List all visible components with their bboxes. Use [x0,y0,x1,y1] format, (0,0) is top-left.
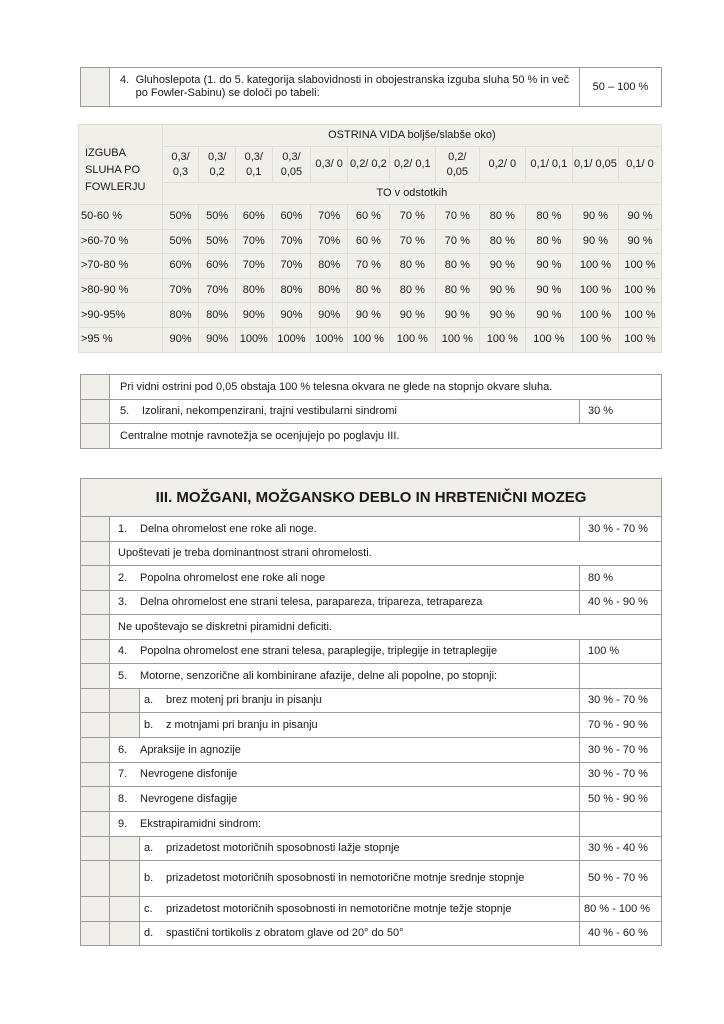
table-cell: 100 % [435,327,479,352]
empty-value [580,812,662,837]
empty-cell [81,713,110,738]
note-dominance: Upoštevati je treba dominantnost strani ohromelosti. [110,542,662,566]
item-text: Motorne, senzorične ali kombinirane afazije, delne ali popolne, po stopnji: [140,669,498,682]
table-cell: 60 % [347,229,389,254]
table-cell: 80% [235,278,272,303]
item-1 [110,517,580,542]
item-vestibular [110,400,580,424]
empty-cell [110,897,140,922]
row-label: >70-80 % [79,254,163,279]
item-number: 4. [118,645,128,657]
table-cell: 60 % [347,205,389,230]
item-value: 50 % - 70 % [580,861,662,897]
item-value: 40 % - 60 % [580,922,662,946]
notes-table [80,374,662,449]
subitem-5b [140,713,580,738]
table-cell: 70% [162,278,199,303]
item-6 [110,738,580,763]
note-pyramidal: Ne upoštevajo se diskretni piramidni deficiti. [110,615,662,640]
table-cell: 100 % [618,303,661,328]
item-text: brez motenj pri branju in pisanju [166,694,322,706]
table-cell: 90% [272,303,311,328]
table-cell: 70 % [435,229,479,254]
note-vision: Pri vidni ostrini pod 0,05 obstaja 100 % telesna okvara ne glede na stopnjo okvare sluha. [110,375,662,400]
item-text: Izolirani, nekompenzirani, trajni vestibularni sindromi [142,405,397,417]
table-cell: 90% [199,327,236,352]
item-text: prizadetost motoričnih sposobnosti in nemotorične motnje srednje stopnje [166,872,525,884]
table-cell: 90 % [618,205,661,230]
table-cell: 100 % [479,327,525,352]
empty-cell [81,566,110,591]
table-cell: 80% [311,278,348,303]
table-cell: 100% [272,327,311,352]
item-text: spastični tortikolis z obratom glave od 20° do 50° [166,927,404,939]
item-letter: a. [144,842,154,854]
item-letter: a. [144,694,154,706]
table-cell: 100 % [572,327,618,352]
table-row [79,278,662,303]
empty-cell [81,375,110,400]
table-cell: 90 % [572,205,618,230]
item-8 [110,787,580,812]
table-cell: 70 % [435,205,479,230]
empty-cell [81,922,110,946]
item-number: 9. [118,817,128,830]
row-label: >60-70 % [79,229,163,254]
item-text: Nevrogene disfonije [140,768,238,780]
vision-title: OSTRINA VIDA boljše/slabše oko) [162,125,661,147]
table-cell: 100 % [572,303,618,328]
table-cell: 90 % [525,254,572,279]
empty-cell [81,68,110,107]
table-cell: 60% [272,205,311,230]
empty-cell [110,861,140,897]
table-cell: 90 % [389,303,435,328]
table-cell: 70% [235,254,272,279]
table-cell: 60% [199,254,236,279]
item-value: 50 – 100 % [580,68,662,107]
table-cell: 70% [311,205,348,230]
vision-column-header: 0,3/ 0,1 [235,147,272,183]
empty-cell [81,738,110,763]
empty-cell [81,897,110,922]
vision-column-header: 0,3/ 0,2 [199,147,236,183]
table-cell: 90 % [525,303,572,328]
row-header: IZGUBA SLUHA PO FOWLERJU [79,125,163,205]
empty-cell [110,922,140,946]
item-text: Popolna ohromelost ene strani telesa, paraplegije, triplegije in tetraplegije [140,645,498,657]
item-3 [110,591,580,615]
item-value: 80 % [580,566,662,591]
section-title: III. MOŽGANI, MOŽGANSKO DEBLO IN HRBTENIČNI MOZEG [81,479,662,517]
row-label: >80-90 % [79,278,163,303]
table-cell: 90% [235,303,272,328]
empty-cell [81,664,110,689]
table-row [79,327,662,352]
subitem-5a [140,689,580,713]
vision-column-header: 0,2/ 0,2 [347,147,389,183]
empty-cell [81,689,110,713]
item-number: 7. [118,768,128,780]
vision-column-header: 0,2/ 0 [479,147,525,183]
empty-cell [81,615,110,640]
item-letter: b. [144,718,154,731]
table-cell: 90 % [479,254,525,279]
table-cell: 50% [199,205,236,230]
vision-column-header: 0,2/ 0,1 [389,147,435,183]
table-cell: 70% [199,278,236,303]
table-cell: 60% [162,254,199,279]
table-cell: 70 % [389,205,435,230]
item-value: 40 % - 90 % [580,591,662,615]
table-cell: 100 % [389,327,435,352]
item-value: 30 % - 70 % [580,738,662,763]
empty-cell [81,812,110,837]
empty-cell [81,763,110,787]
item-number: 4. [120,74,130,86]
table-cell: 90% [311,303,348,328]
item-value: 70 % - 90 % [580,713,662,738]
section-iii-table [80,478,662,946]
vision-column-header: 0,1/ 0,05 [572,147,618,183]
subitem-9a [140,837,580,861]
table-cell: 70% [272,254,311,279]
item-letter: c. [144,902,153,915]
vision-column-header: 0,2/ 0,05 [435,147,479,183]
item-text: Nevrogene disfagije [140,792,238,805]
table-cell: 80% [199,303,236,328]
item-text: Apraksije in agnozije [140,743,241,756]
empty-cell [110,689,140,713]
empty-cell [81,424,110,449]
table-cell: 80 % [389,278,435,303]
item-text: prizadetost motoričnih sposobnosti in nemotorične motnje težje stopnje [166,902,512,915]
table-cell: 80 % [525,229,572,254]
table-cell: 70% [235,229,272,254]
vision-column-header: 0,3/ 0,3 [162,147,199,183]
item-text: Ekstrapiramidni sindrom: [140,817,262,830]
item-letter: d. [144,927,154,939]
item-number: 2. [118,571,128,584]
item-value: 50 % - 90 % [580,787,662,812]
item-value: 30 % - 40 % [580,837,662,861]
item-text: Delna ohromelost ene strani telesa, parapareza, tripareza, tetrapareza [140,596,483,608]
table-cell: 50% [199,229,236,254]
table-cell: 90 % [479,278,525,303]
table-cell: 90 % [618,229,661,254]
table-cell: 100 % [347,327,389,352]
item-text: Gluhoslepota (1. do 5. kategorija slabovidnosti in obojestranska izguba sluha 50 % in več po Fowler-Sabinu) se določi po tabeli: [135,74,570,99]
item-value: 30 % [580,400,662,424]
row-label: >95 % [79,327,163,352]
item-number: 5. [118,669,128,682]
empty-cell [81,861,110,897]
table-cell: 100% [235,327,272,352]
item-value: 100 % [580,640,662,664]
table-cell: 80 % [435,254,479,279]
empty-cell [110,713,140,738]
item-number: 6. [118,743,128,756]
table-cell: 90 % [479,303,525,328]
item-9 [110,812,580,837]
empty-cell [81,787,110,812]
item-value: 80 % - 100 % [580,897,662,922]
table-cell: 80 % [479,205,525,230]
table-cell: 80 % [347,278,389,303]
table-cell: 60% [235,205,272,230]
item-text: Delna ohromelost ene roke ali noge. [140,522,317,535]
table-cell: 90 % [347,303,389,328]
table-cell: 90 % [525,278,572,303]
table-cell: 70% [272,229,311,254]
note-balance: Centralne motnje ravnotežja se ocenjujejo po poglavju III. [110,424,662,449]
item-gluhoslepota [110,68,580,107]
item-2 [110,566,580,591]
table-cell: 50% [162,229,199,254]
subitem-9d [140,922,580,946]
item-5 [110,664,580,689]
item-number: 1. [118,522,128,535]
item-number: 5. [120,405,130,417]
table-cell: 100 % [618,278,661,303]
vision-column-header: 0,1/ 0 [618,147,661,183]
table-cell: 80 % [435,278,479,303]
empty-cell [81,400,110,424]
empty-cell [81,837,110,861]
table-cell: 100 % [572,278,618,303]
empty-value [580,664,662,689]
item-7 [110,763,580,787]
item-number: 3. [118,596,128,608]
item-4 [110,640,580,664]
item-value: 30 % - 70 % [580,763,662,787]
table-cell: 90 % [572,229,618,254]
table-cell: 80% [162,303,199,328]
table-cell: 100% [311,327,348,352]
table-cell: 90 % [435,303,479,328]
table-row [79,303,662,328]
item-text: Popolna ohromelost ene roke ali noge [140,571,326,584]
table-cell: 100 % [572,254,618,279]
table-row [79,254,662,279]
vision-hearing-table [78,124,662,353]
empty-cell [81,591,110,615]
vision-subtitle: TO v odstotkih [162,183,661,205]
item-text: z motnjami pri branju in pisanju [166,718,318,731]
table-cell: 80% [272,278,311,303]
table-row [79,205,662,230]
empty-cell [110,837,140,861]
table-cell: 100 % [618,254,661,279]
subitem-9c [140,897,580,922]
table-cell: 50% [162,205,199,230]
empty-cell [81,517,110,542]
table-cell: 80 % [525,205,572,230]
row-label: >90-95% [79,303,163,328]
subitem-9b [140,861,580,897]
table-cell: 70 % [347,254,389,279]
table-row [79,229,662,254]
item-letter: b. [144,872,154,884]
table-cell: 100 % [525,327,572,352]
item-value: 30 % - 70 % [580,517,662,542]
table-cell: 100 % [618,327,661,352]
table-cell: 80 % [479,229,525,254]
gluhoslepota-table [80,67,662,107]
vision-column-header: 0,3/ 0 [311,147,348,183]
empty-cell [81,542,110,566]
item-number: 8. [118,792,128,805]
vision-column-header: 0,1/ 0,1 [525,147,572,183]
table-cell: 80% [311,254,348,279]
item-text: prizadetost motoričnih sposobnosti lažje stopnje [166,842,400,854]
vision-column-header: 0,3/ 0,05 [272,147,311,183]
table-cell: 90% [162,327,199,352]
row-label: 50-60 % [79,205,163,230]
table-cell: 70% [311,229,348,254]
item-value: 30 % - 70 % [580,689,662,713]
empty-cell [81,640,110,664]
table-cell: 70 % [389,229,435,254]
table-cell: 80 % [389,254,435,279]
